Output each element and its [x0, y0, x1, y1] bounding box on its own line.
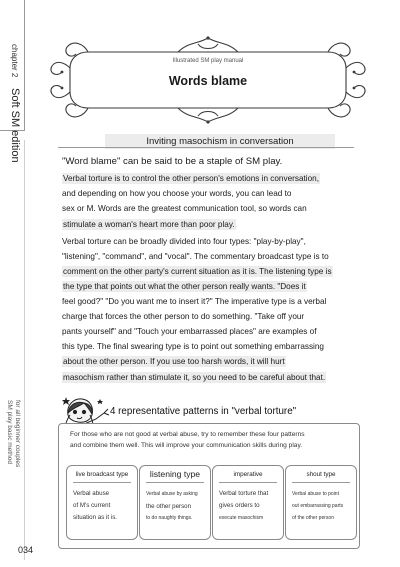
- page-title: Words blame: [168, 74, 248, 88]
- body-line: charge that forces the other person to do something. "Take off your: [62, 312, 305, 321]
- pattern-card-text: to do naughty things.: [146, 515, 193, 521]
- pattern-card-imperative: [212, 465, 284, 540]
- body-line: about the other person. If you use too harsh words, it will hurt: [63, 357, 285, 366]
- body-line: Verbal torture is to control the other person's emotions in conversation,: [63, 174, 319, 183]
- patterns-intro-line1: For those who are not good at verbal abuse, try to remember these four patterns: [70, 431, 305, 438]
- pattern-card-text: gives orders to: [219, 502, 260, 509]
- subheading: Inviting masochism in conversation: [105, 134, 335, 149]
- patterns-title: 4 representative patterns in "verbal torture": [110, 406, 297, 417]
- patterns-intro-line2: and combine them well. This will improve your communication skills during play.: [70, 442, 303, 449]
- pattern-card-text: the other person: [146, 503, 192, 510]
- body-line: comment on the other party's current situation as it is. The listening type is: [63, 267, 332, 276]
- card-divider: [219, 482, 277, 483]
- chapter-label: chapter 2: [10, 44, 19, 78]
- pattern-card-text: situation as it is.: [73, 514, 118, 521]
- pattern-card-text: of the other person: [292, 515, 334, 521]
- title-frame: [48, 30, 368, 126]
- pattern-card-text: Verbal abuse by asking: [146, 491, 198, 497]
- pattern-card-heading: shout type: [306, 471, 336, 478]
- series-label-line1: SM play basic method: [6, 400, 13, 464]
- body-line: sex or M. Words are the greatest communication tool, so words can: [62, 204, 307, 213]
- pattern-card-heading: listening type: [149, 469, 201, 479]
- pattern-card-live-broadcast: [66, 465, 138, 540]
- pattern-card-text: execute masochism: [219, 515, 264, 521]
- pattern-card-listening: [139, 465, 211, 540]
- card-divider: [73, 482, 131, 483]
- body-line: and depending on how you choose your words, you can lead to: [62, 189, 292, 198]
- subheading-rule: [58, 147, 354, 148]
- pattern-card-shout: [285, 465, 357, 540]
- body-line: masochism rather than stimulate it, so you need to be careful about that.: [63, 373, 326, 382]
- body-line: this type. The final swearing type is to point out something embarrassing: [62, 342, 324, 351]
- body-line: "listening", "command", and "vocal". The commentary broadcast type is to: [62, 252, 329, 261]
- pattern-card-heading: live broadcast type: [75, 471, 129, 478]
- pattern-card-text: out embarrassing parts: [292, 503, 344, 509]
- body-line: feel good?" "Do you want me to insert it?" The imperative type is a verbal: [62, 297, 327, 306]
- side-divider: [24, 140, 25, 560]
- series-label-line2: for all beginner couples: [14, 400, 21, 468]
- body-line: Verbal torture can be broadly divided into four types: "play-by-play",: [62, 237, 306, 246]
- body-line: stimulate a woman's heart more than poor play.: [63, 220, 235, 229]
- body-line: the type that points out what the other person really wants. "Does it: [63, 282, 306, 291]
- pattern-card-text: Verbal abuse to point: [292, 491, 339, 497]
- page-number: 034: [18, 545, 34, 555]
- pattern-card-text: Verbal abuse: [73, 490, 110, 497]
- pattern-card-heading: imperative: [233, 471, 263, 478]
- body-line: pants yourself" and "Touch your embarrassed places" are examples of: [62, 327, 317, 336]
- pattern-card-text: Verbal torture that: [219, 490, 269, 497]
- edition-label: Soft SM edition: [9, 88, 21, 163]
- body-line: "Word blame" can be said to be a staple of SM play.: [62, 156, 283, 167]
- pattern-card-text: of M's current: [73, 502, 111, 509]
- card-divider: [146, 482, 204, 483]
- manual-label: Illustrated SM play manual: [172, 58, 244, 64]
- card-divider: [292, 482, 350, 483]
